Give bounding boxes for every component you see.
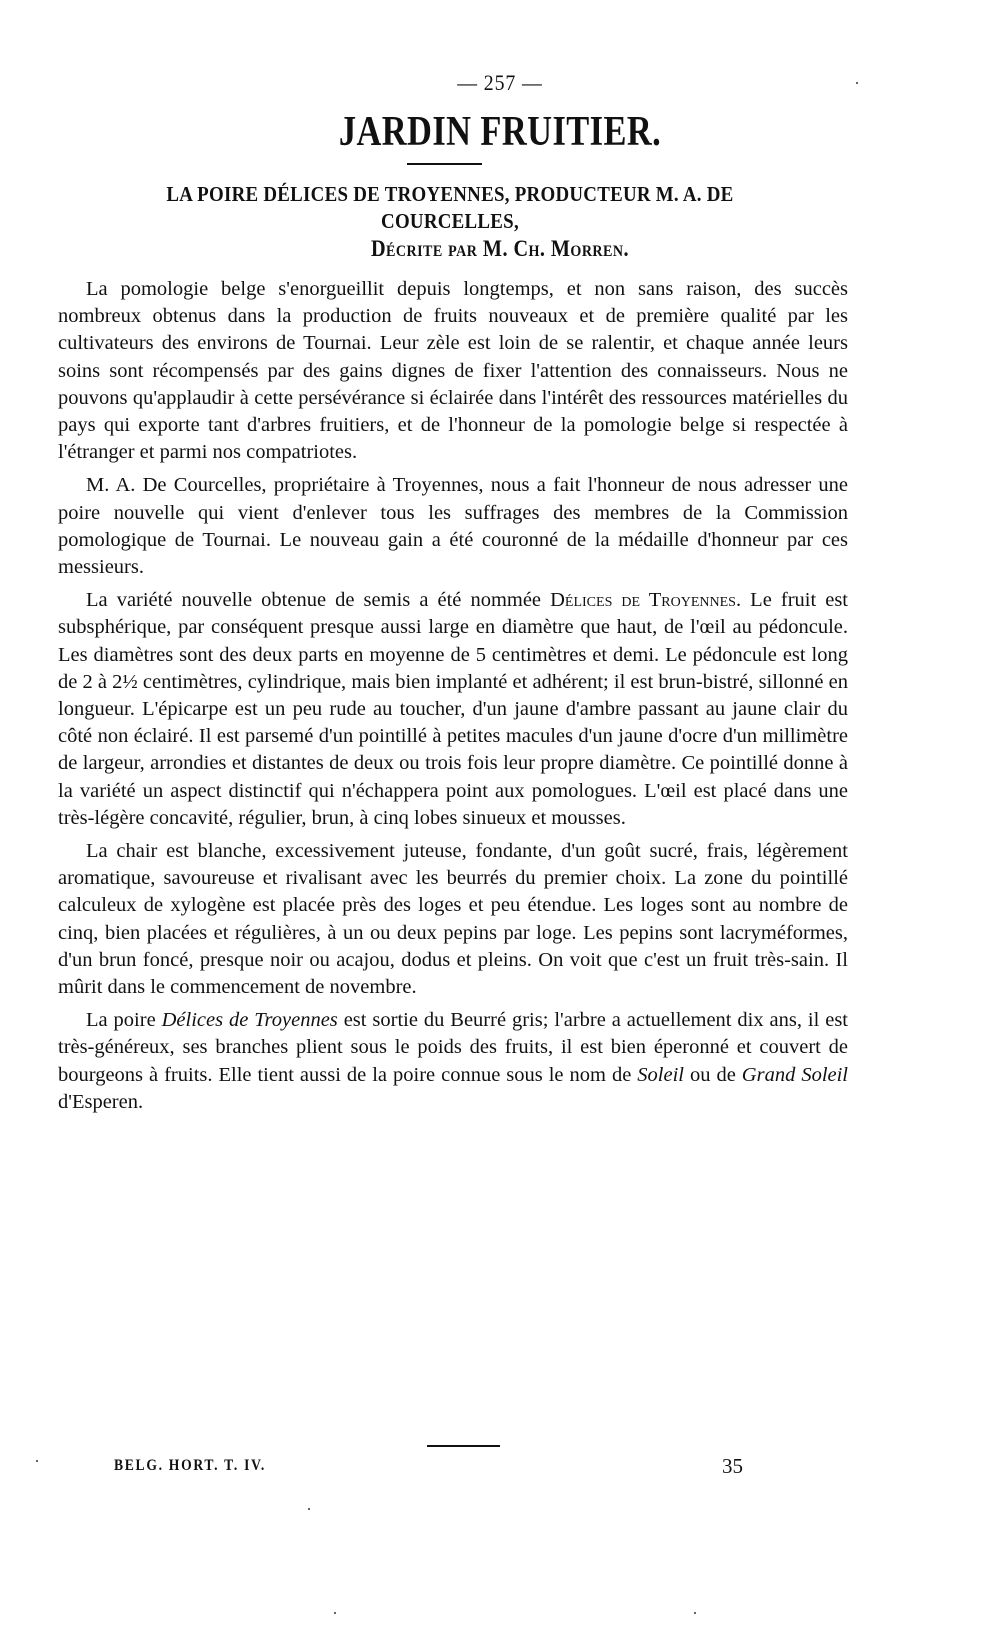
smallcaps-text-run: Délices de Troyennes — [550, 589, 736, 612]
footer-sheet-number: 35 — [722, 1454, 743, 1478]
paragraph — [58, 1007, 848, 1116]
article-body — [58, 276, 848, 1122]
end-divider — [427, 1445, 500, 1447]
print-speck — [694, 1612, 696, 1614]
section-title: JARDIN FRUITIER. — [338, 109, 662, 155]
print-speck — [308, 1508, 310, 1510]
text-run: La variété nouvelle obtenue de semis a été nommée — [86, 589, 551, 612]
print-speck — [856, 82, 858, 84]
paragraph — [58, 838, 848, 1001]
article-title: LA POIRE DÉLICES DE TROYENNES, PRODUCTEUR M. A. DE COURCELLES, — [166, 182, 734, 233]
footer-signature: BELG. HORT. T. IV. — [114, 1457, 266, 1474]
paragraph — [58, 276, 848, 466]
paragraph — [58, 587, 848, 832]
italic-text-run: Délices de Troyennes — [161, 1009, 338, 1032]
print-speck — [334, 1612, 336, 1614]
paragraph — [58, 472, 848, 581]
byline: Décrite par M. Ch. Morren. — [370, 236, 629, 261]
text-run: M. A. De Courcelles, propriétaire à Troyennes, nous a fait l'honneur de nous adresser une poire nouvelle qui vient d'enlever tous les suffrages des membres de la Commission pomologique de Tournai. Le nouveau gain a été couronné de la médaille d'honneur par ces messieurs. — [58, 474, 848, 579]
text-run: La chair est blanche, excessivement juteuse, fondante, d'un goût sucré, frais, légèrement aromatique, savoureuse et rivalisant avec les beurrés du premier choix. La zone du pointillé calculeux de xylogène est placée près des loges et peu étendue. Les loges sont au nombre de cinq, bien placées et régulières, à un ou deux pepins par loge. Les pepins sont lacryméformes, d'un brun foncé, presque noir ou acajou, dodus et pleins. On voit que c'est un fruit très-sain. Il mûrit dans le commencement de novembre. — [58, 840, 848, 999]
italic-text-run: Grand Soleil — [741, 1063, 849, 1086]
title-divider — [407, 163, 482, 165]
text-run: La poire — [86, 1009, 162, 1032]
italic-text-run: Soleil — [637, 1063, 684, 1086]
text-run: est sortie du Beurré gris; l'arbre a actuellement dix ans, il est très-généreux, ses branches plient sous le poids des fruits, il est bien éperonné et couvert de bourgeons à fruits. Elle tient aussi de la poire connue sous le nom de — [58, 1009, 848, 1086]
text-run: ou de — [683, 1063, 742, 1086]
text-run: La pomologie belge s'enorgueillit depuis longtemps, et non sans raison, des succès nombreux obtenus dans la production de fruits nouveaux et de première qualité par les cultivateurs des environs de Tournai. Leur zèle est loin de se ralentir, et chaque année leurs soins sont récompensés par des gains dignes de fixer l'attention des connaisseurs. Nous ne pouvons qu'applaudir à cette persévérance si éclairée dans l'intérêt des ressources matérielles du pays qui exporte tant d'arbres fruitiers, et de l'honneur de la pomologie belge si respectée à l'étranger et parmi nos compatriotes. — [58, 278, 848, 464]
text-run: . Le fruit est subsphérique, par conséquent presque aussi large en diamètre que haut, de l'œil au pédoncule. Les diamètres sont des deux parts en moyenne de 5 centimètres et demi. Le pédoncule est long de 2 à 2½ centimètres, cylindrique, mais bien implanté et adhérent; il est brun-bistré, sillonné en longueur. L'épicarpe est un peu rude au toucher, d'un jaune d'ambre passant au jaune clair du côté non éclairé. Il est parsemé d'un pointillé à petites macules d'un jaune d'ocre d'un millimètre de largeur, arrondies et distantes de deux ou trois fois leur propre diamètre. Ce pointillé donne à la variété un aspect distinctif qui n'échappera point aux pomologues. L'œil est placé dans une très-légère concavité, régulier, brun, à cinq lobes sinueux et mousses. — [58, 589, 848, 829]
text-run: d'Esperen. — [58, 1090, 144, 1113]
page-number: — 257 — — [457, 70, 543, 95]
print-speck — [36, 1460, 38, 1462]
